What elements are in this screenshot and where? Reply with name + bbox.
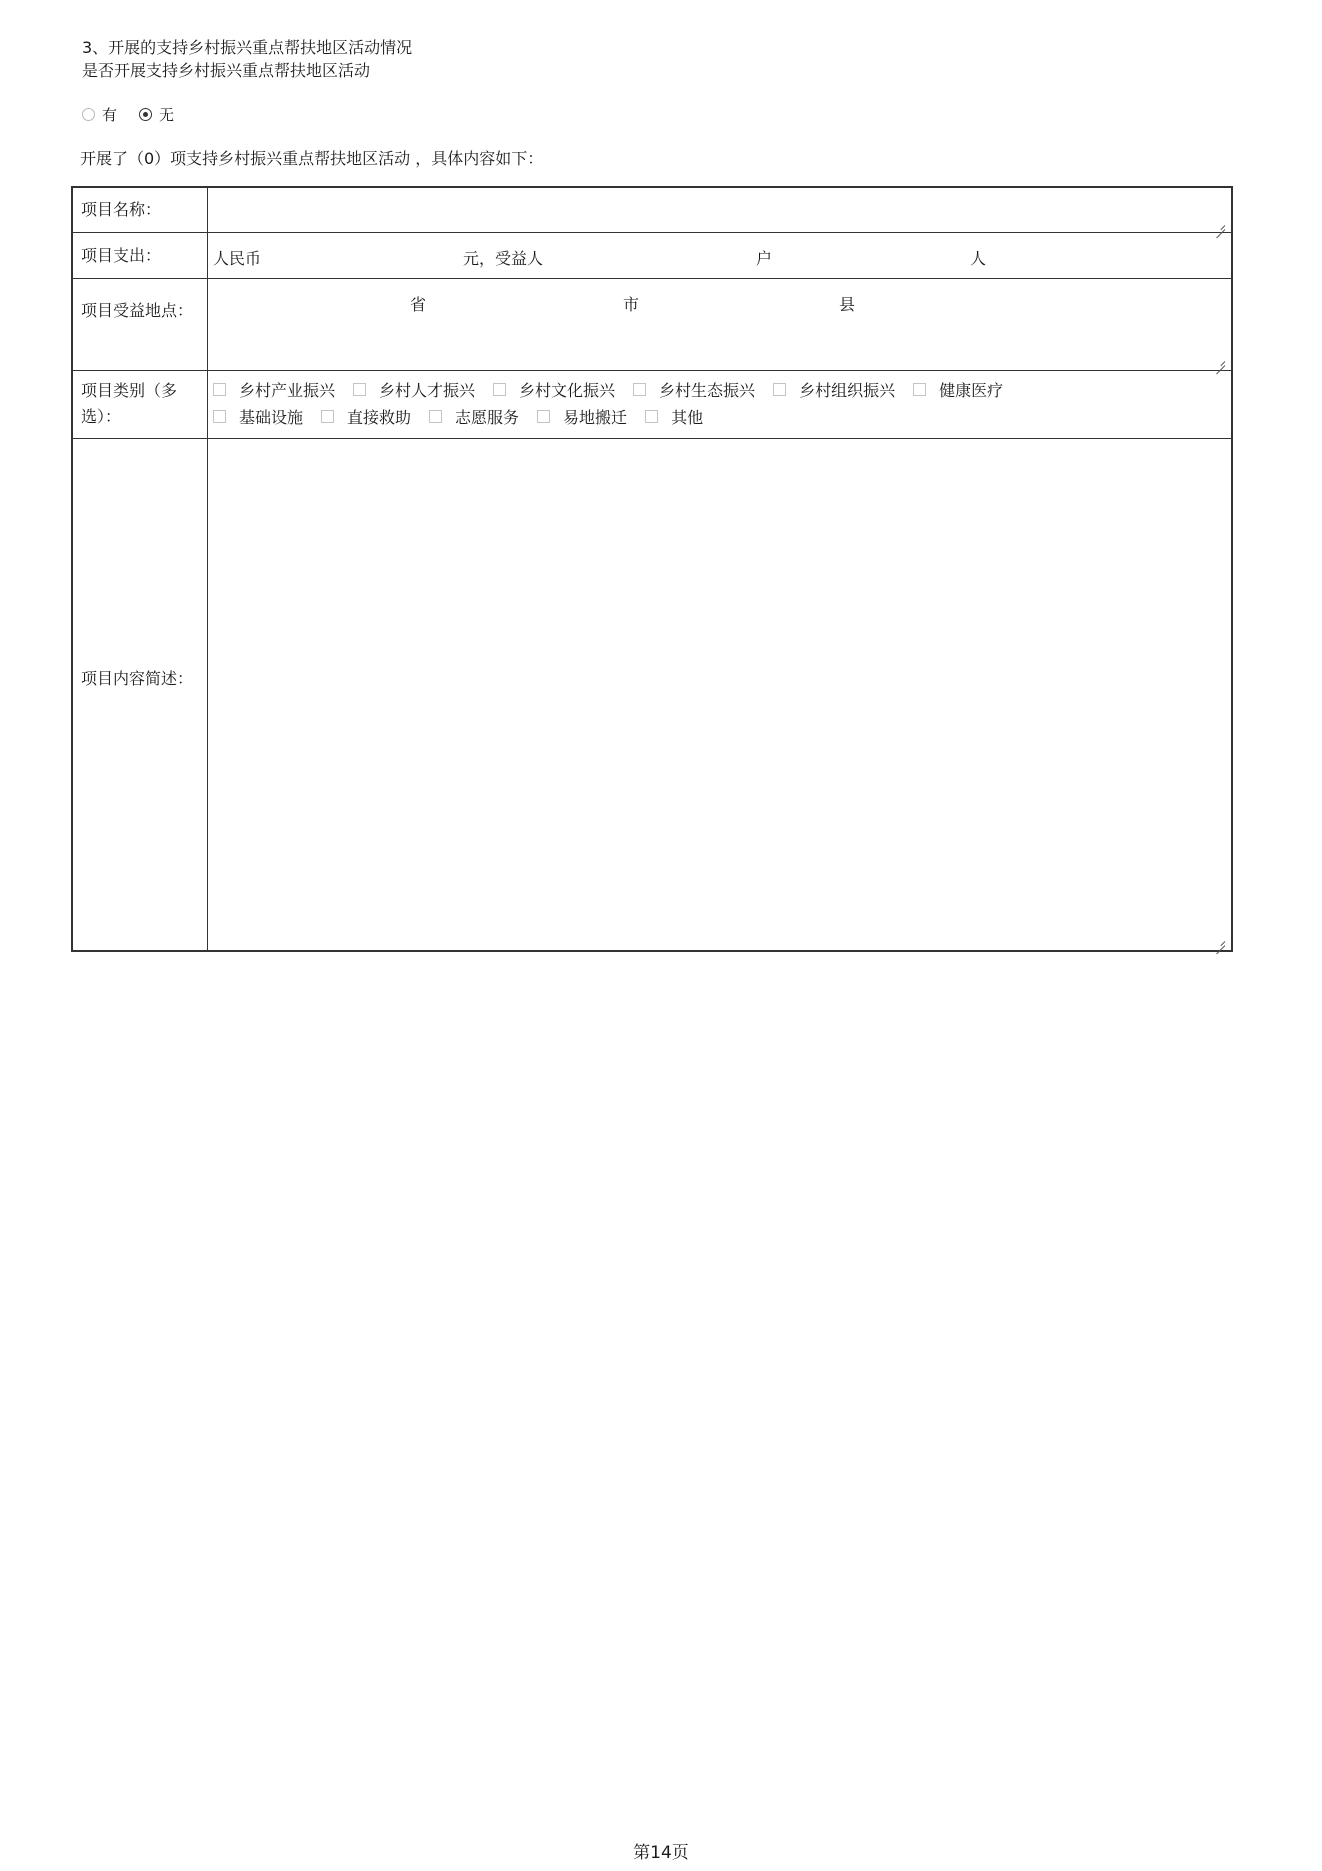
checkbox-icon[interactable] <box>645 410 658 423</box>
category-checkbox[interactable]: 易地搬迁 <box>537 405 627 428</box>
activity-radio-group <box>82 104 196 125</box>
category-checkbox[interactable]: 乡村产业振兴 <box>213 378 335 401</box>
project-description-field[interactable] <box>213 446 1223 936</box>
province-unit: 省 <box>410 295 427 314</box>
city-unit: 市 <box>623 295 640 314</box>
project-category-label: 项目类别（多选）： <box>81 381 178 426</box>
checkbox-icon[interactable] <box>429 410 442 423</box>
activity-summary: 开展了（0）项支持乡村振兴重点帮扶地区活动 ，具体内容如下： <box>80 149 544 168</box>
label-column-divider <box>207 188 208 950</box>
category-checkbox-row-2 <box>213 405 721 428</box>
project-description-label: 项目内容简述： <box>81 669 194 688</box>
category-checkbox[interactable]: 乡村人才振兴 <box>353 378 475 401</box>
households-unit: 户 <box>756 249 773 268</box>
checkbox-icon[interactable] <box>493 383 506 396</box>
county-unit: 县 <box>839 295 856 314</box>
expense-currency: 人民币 <box>213 249 262 268</box>
radio-no-label: 无 <box>159 106 175 124</box>
category-checkbox[interactable]: 志愿服务 <box>429 405 519 428</box>
checkbox-icon[interactable] <box>213 410 226 423</box>
checkbox-icon[interactable] <box>537 410 550 423</box>
project-location-label: 项目受益地点： <box>81 301 194 320</box>
page-number: 第14页 <box>633 1843 689 1863</box>
radio-no[interactable] <box>139 108 152 121</box>
checkbox-icon[interactable] <box>321 410 334 423</box>
checkbox-icon[interactable] <box>213 383 226 396</box>
checkbox-icon[interactable] <box>773 383 786 396</box>
radio-yes-label: 有 <box>102 106 118 124</box>
beneficiary-people-field[interactable] <box>778 242 1028 270</box>
resize-grip-icon[interactable] <box>1215 936 1225 946</box>
checkbox-icon[interactable] <box>913 383 926 396</box>
radio-yes[interactable] <box>82 108 95 121</box>
category-checkbox[interactable]: 健康医疗 <box>913 378 1003 401</box>
people-unit: 人 <box>970 249 987 268</box>
project-name-label: 项目名称： <box>81 200 162 219</box>
project-name-field[interactable] <box>213 197 1213 225</box>
row-divider <box>73 438 1231 439</box>
resize-grip-icon[interactable] <box>1215 220 1225 230</box>
category-checkbox[interactable]: 乡村生态振兴 <box>633 378 755 401</box>
section-title: 3、开展的支持乡村振兴重点帮扶地区活动情况 <box>82 38 413 57</box>
checkbox-icon[interactable] <box>633 383 646 396</box>
checkbox-icon[interactable] <box>353 383 366 396</box>
row-divider <box>73 232 1231 233</box>
row-divider <box>73 370 1231 371</box>
category-checkbox[interactable]: 直接救助 <box>321 405 411 428</box>
project-expense-label: 项目支出： <box>81 246 162 265</box>
row-divider <box>73 278 1231 279</box>
category-checkbox[interactable]: 乡村组织振兴 <box>773 378 895 401</box>
expense-yuan-beneficiary: 元，受益人 <box>463 249 544 268</box>
category-checkbox[interactable]: 其他 <box>645 405 703 428</box>
category-checkbox[interactable]: 乡村文化振兴 <box>493 378 615 401</box>
resize-grip-icon[interactable] <box>1215 356 1225 366</box>
section-question: 是否开展支持乡村振兴重点帮扶地区活动 <box>82 61 371 80</box>
category-checkbox-row-1 <box>213 378 1021 401</box>
category-checkbox[interactable]: 基础设施 <box>213 405 303 428</box>
activity-form-table <box>71 186 1233 952</box>
